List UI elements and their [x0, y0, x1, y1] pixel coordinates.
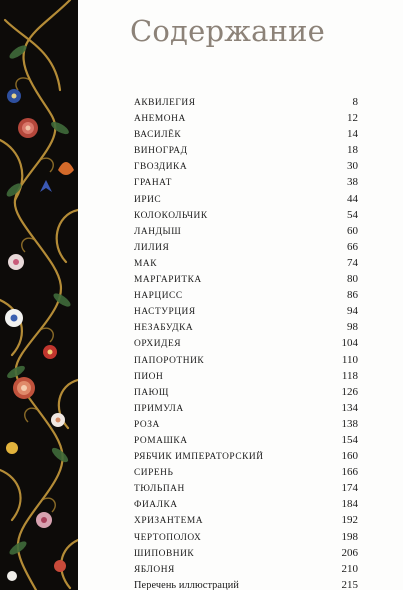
toc-entry-page-number: 8 [352, 96, 358, 108]
toc-entry-page-number: 198 [341, 530, 358, 543]
toc-entry [134, 514, 358, 530]
toc-entry [134, 450, 358, 466]
toc-entry-page-number: 38 [347, 176, 358, 189]
toc-entry-page-number: 192 [341, 514, 358, 527]
toc-entry-title: ПРИМУЛА [134, 403, 184, 414]
toc-entry-page-number: 206 [341, 546, 358, 559]
toc-entry [134, 337, 358, 353]
toc-entry [134, 273, 358, 289]
toc-entry [134, 354, 358, 370]
toc-entry [134, 563, 358, 579]
toc-entry [134, 370, 358, 386]
toc-entry-title: ХРИЗАНТЕМА [134, 516, 204, 527]
toc-entry [134, 321, 358, 337]
toc-entry-title: ОРХИДЕЯ [134, 339, 182, 350]
toc-entry-page-number: 14 [347, 128, 358, 141]
toc-entry-title: ФИАЛКА [134, 500, 178, 511]
toc-entry-title: ТЮЛЬПАН [134, 484, 185, 495]
toc-entry-title: АКВИЛЕГИЯ [134, 98, 196, 108]
toc-entry [134, 418, 358, 434]
toc-entry-title: ЯБЛОНЯ [134, 564, 175, 575]
toc-entry-page-number: 138 [341, 417, 358, 430]
toc-entry-title: ЛАНДЫШ [134, 226, 182, 237]
toc-entry-title: МАРГАРИТКА [134, 275, 202, 286]
toc-entry-page-number: 166 [341, 466, 358, 479]
toc-entry-page-number: 30 [347, 160, 358, 173]
toc-entry-title: Перечень иллюстраций [134, 579, 239, 590]
toc-entry [134, 209, 358, 225]
toc-entry-title: ПИОН [134, 371, 164, 382]
toc-entry [134, 386, 358, 402]
toc-entry-page-number: 215 [341, 578, 358, 590]
toc-entry-title: ИРИС [134, 194, 162, 205]
toc-entry-page-number: 126 [341, 385, 358, 398]
floral-ornament-border-icon [0, 0, 78, 590]
toc-entry [134, 225, 358, 241]
toc-entry-title: НАРЦИСС [134, 291, 183, 302]
toc-entry-title: ШИПОВНИК [134, 548, 195, 559]
toc-entry [134, 176, 358, 192]
toc-entry-title: ВАСИЛЁК [134, 130, 182, 141]
toc-entry-page-number: 160 [341, 450, 358, 463]
toc-entry-page-number: 54 [347, 208, 358, 221]
toc-entry-title: ВИНОГРАД [134, 146, 188, 157]
toc-entry-page-number: 44 [347, 192, 358, 205]
toc-entry [134, 289, 358, 305]
toc-entry [134, 193, 358, 209]
toc-entry-title: ЧЕРТОПОЛОХ [134, 532, 202, 543]
toc-entry-page-number: 98 [347, 321, 358, 334]
toc-entry-page-number: 110 [341, 353, 358, 366]
toc-entry-title: МАК [134, 258, 158, 269]
toc-entry [134, 96, 358, 112]
toc-entry [134, 402, 358, 418]
toc-entry-page-number: 104 [341, 337, 358, 350]
toc-entry-page-number: 74 [347, 256, 358, 269]
toc-entry-title: РОЗА [134, 419, 160, 430]
toc-entry-title: СИРЕНЬ [134, 468, 174, 479]
toc-entry [134, 128, 358, 144]
toc-entry [134, 305, 358, 321]
toc-entry [134, 579, 358, 590]
toc-entry [134, 112, 358, 128]
toc-entry-title: ПАЮЩ [134, 387, 169, 398]
toc-entry [134, 466, 358, 482]
toc-entry-page-number: 66 [347, 240, 358, 253]
page-title: Содержание [130, 14, 326, 48]
toc-entry [134, 257, 358, 273]
toc-entry-title: НЕЗАБУДКА [134, 323, 194, 334]
toc-entry [134, 434, 358, 450]
toc-entry-title: НАСТУРЦИЯ [134, 307, 196, 318]
toc-entry [134, 482, 358, 498]
toc-entry-page-number: 210 [341, 562, 358, 575]
toc-entry-title: КОЛОКОЛЬЧИК [134, 210, 208, 221]
toc-entry [134, 241, 358, 257]
table-of-contents [134, 96, 358, 590]
toc-entry [134, 144, 358, 160]
toc-entry [134, 498, 358, 514]
toc-entry-title: ПАПОРОТНИК [134, 355, 205, 366]
toc-entry-page-number: 18 [347, 144, 358, 157]
toc-entry-title: РЯБЧИК ИМПЕРАТОРСКИЙ [134, 452, 264, 463]
toc-entry-page-number: 12 [347, 112, 358, 125]
toc-entry [134, 547, 358, 563]
toc-entry-page-number: 118 [341, 369, 358, 382]
toc-entry-page-number: 80 [347, 273, 358, 286]
floral-ornament-svg [0, 0, 78, 590]
toc-entry-title: РОМАШКА [134, 435, 188, 446]
toc-entry-page-number: 174 [341, 482, 358, 495]
toc-entry-page-number: 184 [341, 498, 358, 511]
toc-entry-title: ЛИЛИЯ [134, 242, 170, 253]
toc-entry-title: АНЕМОНА [134, 114, 186, 125]
toc-entry-title: ГРАНАТ [134, 178, 172, 189]
toc-entry-page-number: 134 [341, 401, 358, 414]
toc-entry-page-number: 60 [347, 224, 358, 237]
toc-entry-page-number: 154 [341, 433, 358, 446]
toc-entry [134, 531, 358, 547]
toc-entry-title: ГВОЗДИКА [134, 162, 188, 173]
toc-entry-page-number: 86 [347, 289, 358, 302]
toc-entry [134, 160, 358, 176]
toc-entry-page-number: 94 [347, 305, 358, 318]
